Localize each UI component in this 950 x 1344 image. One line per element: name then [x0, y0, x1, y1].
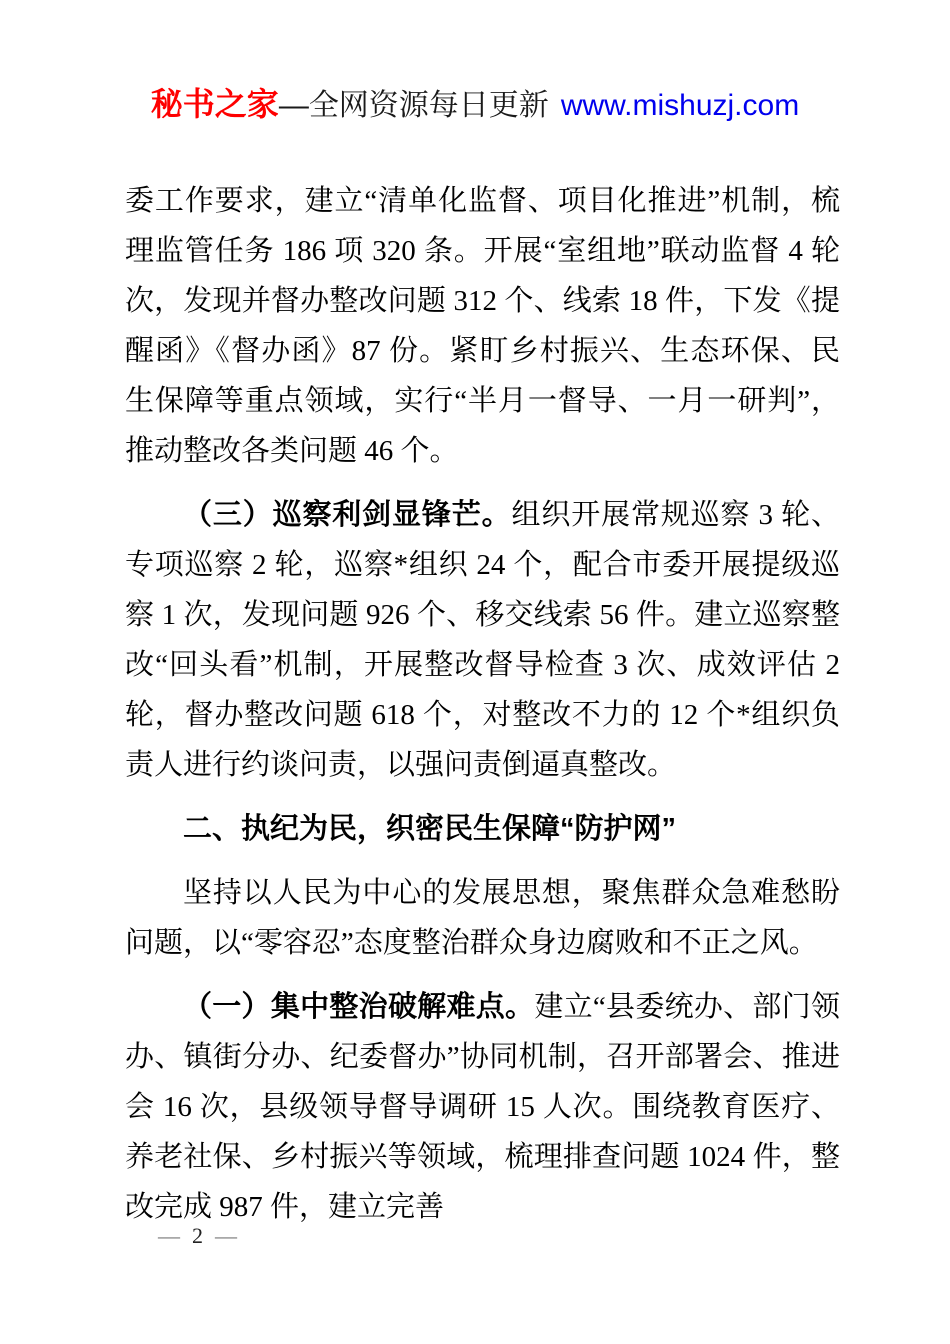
header-separator-dash: —: [278, 89, 309, 122]
page-number: 2: [192, 1223, 203, 1248]
footer-dash-left: —: [158, 1223, 180, 1248]
header-url-link[interactable]: www.mishuzj.com: [560, 89, 800, 122]
paragraph-continuation: [125, 176, 840, 476]
paragraph-lead: （三）巡察利剑显锋芒。: [183, 499, 512, 531]
paragraph-section-3: [125, 490, 840, 790]
paragraph-text: 坚持以人民为中心的发展思想，聚焦群众急难愁盼问题，以“零容忍”态度整治群众身边腐败和不正之风。: [125, 877, 840, 959]
document-header: [0, 84, 950, 126]
paragraph-text: 建立“县委统办、部门领办、镇街分办、纪委督办”协同机制，召开部署会、推进会 16 次，县级领导督导调研 15 人次。围绕教育医疗、养老社保、乡村振兴等领域，梳理排查问题 1024 件，整改完成 987 件，建立完善: [125, 991, 840, 1223]
paragraph-lead: （一）集中整治破解难点。: [183, 991, 535, 1023]
paragraph-text: 组织开展常规巡察 3 轮、专项巡察 2 轮，巡察*组织 24 个，配合市委开展提级巡察 1 次，发现问题 926 个、移交线索 56 件。建立巡察整改“回头看”机制，开展整改督导检查 3 次、成效评估 2 轮，督办整改问题 618 个，对整改不力的 12 个*组织负责人进行约谈问责，以强问责倒逼真整改。: [125, 499, 840, 781]
paragraph-intro: [125, 868, 840, 968]
site-name: 秘书之家: [150, 86, 279, 122]
section-heading: 二、执纪为民，织密民生保障“防护网”: [183, 813, 677, 845]
document-body: [125, 176, 840, 1246]
paragraph-section-1: [125, 982, 840, 1232]
paragraph-text: 委工作要求，建立“清单化监督、项目化推进”机制，梳理监管任务 186 项 320 条。开展“室组地”联动监督 4 轮次，发现并督办整改问题 312 个、线索 18 件，下发《提醒函》《督办函》87 份。紧盯乡村振兴、生态环保、民生保障等重点领域，实行“半月一督导、一月一研判”，推动整改各类问题 46 个。: [125, 185, 840, 467]
page-footer: [158, 1222, 237, 1250]
header-tagline: 全网资源每日更新: [308, 89, 549, 122]
footer-dash-right: —: [215, 1223, 237, 1248]
